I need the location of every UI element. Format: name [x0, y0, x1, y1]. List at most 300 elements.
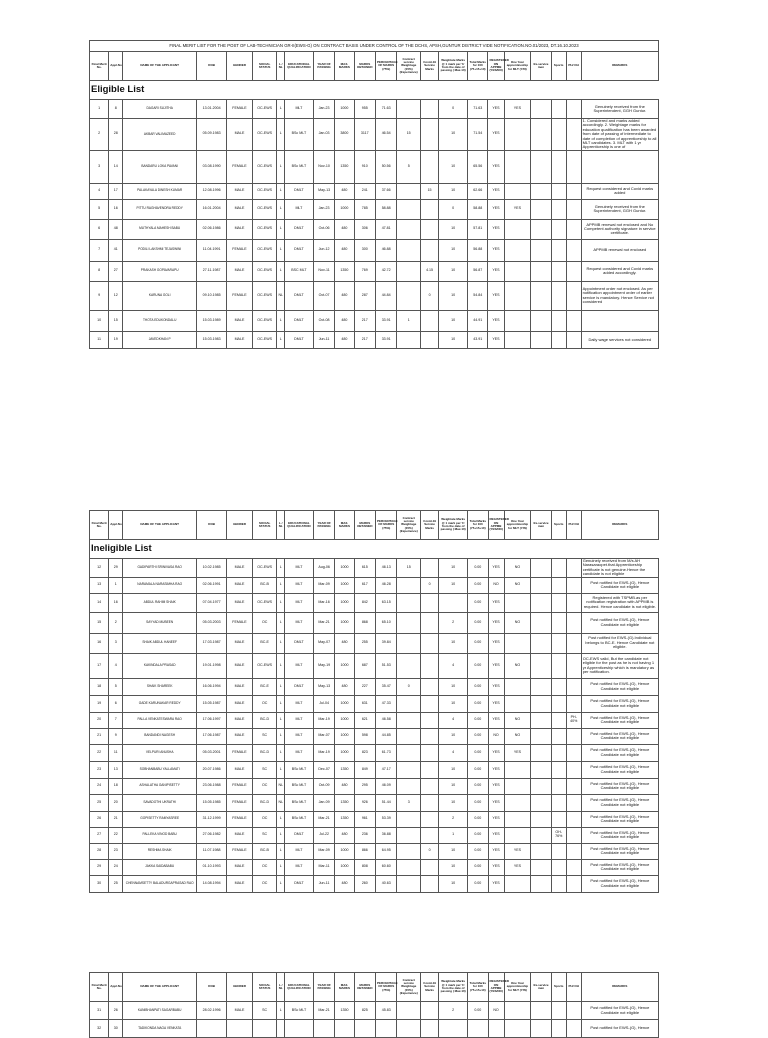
header-local: L / NL	[277, 52, 284, 81]
header-sports: Sports	[551, 511, 566, 540]
cell-ph-oh	[566, 310, 581, 331]
cell-ex-service	[531, 119, 551, 151]
cell-social-status: SC	[252, 761, 277, 778]
header-weightage-marks: Weightate Marks @ 1 mark per Yr from the date of passing ( Max.10)	[439, 511, 468, 540]
cell-local: L	[277, 843, 285, 859]
cell-qualification: DMLT	[284, 239, 313, 261]
cell-merit-no: 23	[90, 761, 109, 778]
cell-applicant-name: THOTA EDUKONDALU	[123, 310, 197, 331]
cell-apprenticeship	[504, 778, 531, 794]
cell-total-marks: 0.00	[468, 875, 488, 892]
cell-merit-no: 13	[90, 577, 109, 593]
cell-covid-marks: 0	[421, 843, 439, 859]
cell-weightage-marks: 10	[439, 859, 468, 875]
cell-merit-no: 18	[90, 678, 109, 695]
cell-ph-oh	[566, 239, 581, 261]
cell-appl-no: 41	[109, 239, 123, 261]
header-covid-marks: Covid-19 Service Marks	[421, 973, 439, 1002]
cell-gender: FEMALE	[227, 150, 253, 183]
cell-remarks: 1. Considered and marks added accordingly. 2. Weightage marks for education qualification has been awarded from date of passing of intermediate to date of completion of apprenticeship to all MLT candidates. 3. MLT with 1 yr Apprenticeship is one of	[581, 119, 658, 151]
cell-qualification: DMLT	[284, 875, 313, 892]
cell-max-marks: 1000	[335, 577, 354, 593]
header-covid-marks: Covid-19 Service Marks	[421, 511, 439, 540]
cell-weightage-marks: 10	[439, 778, 468, 794]
table-row	[90, 695, 659, 712]
cell-max-marks: 1000	[335, 695, 354, 712]
cell-total-marks: 54.84	[468, 281, 488, 310]
cell-marks-obtained: 255	[354, 633, 375, 653]
cell-total-marks: 71.63	[468, 100, 488, 119]
cell-registered-appmb: YES	[488, 843, 504, 859]
cell-dob: 09.10.1985	[197, 281, 227, 310]
cell-remarks: APPMB renewal not enclosed and No Competent authority signature in service certificate.	[581, 219, 658, 239]
cell-total-marks: 0.00	[468, 559, 488, 578]
cell-contract-weightage	[397, 100, 421, 119]
cell-registered-appmb: YES	[488, 678, 504, 695]
cell-merit-no: 2	[90, 119, 109, 151]
table-row	[90, 577, 659, 593]
table-row	[90, 843, 659, 859]
cell-marks-obtained: 866	[354, 843, 375, 859]
cell-contract-weightage	[397, 843, 421, 859]
cell-social-status: OC	[252, 859, 277, 875]
cell-registered-appmb: YES	[488, 150, 504, 183]
cell-qualification: BSc MLT	[284, 794, 313, 811]
table-row	[90, 199, 659, 219]
cell-registered-appmb: YES	[488, 261, 504, 281]
cell-local: L	[277, 593, 285, 612]
cell-social-status: OC-EWS	[252, 653, 277, 678]
cell-covid-marks	[421, 633, 439, 653]
cell-apprenticeship: YES	[504, 859, 531, 875]
cell-percentage: 33.91	[375, 310, 396, 331]
cell-registered-appmb: YES	[488, 859, 504, 875]
cell-remarks: OC-EWS valid, But the candidate not eligible for the post as he is not having 1 yr Apprenticeship which is mandatory as per notification.	[581, 653, 658, 678]
cell-year-of-passing: Oct-07	[313, 281, 334, 310]
cell-gender: FEMALE	[227, 239, 253, 261]
cell-year-of-passing: Jan-03	[313, 119, 334, 151]
cell-marks-obtained: 926	[354, 794, 375, 811]
cell-dob: 27.06.1982	[197, 827, 227, 843]
header-contract-weightage: Contract service Weightage (15%)(Experience)	[397, 973, 421, 1002]
cell-year-of-passing: Oct-09	[313, 778, 334, 794]
cell-qualification: MLT	[284, 744, 313, 761]
header-remarks: REMARKS	[581, 973, 658, 1002]
header-sports: Sports	[551, 973, 566, 1002]
cell-max-marks: 480	[335, 281, 354, 310]
cell-contract-weightage	[397, 827, 421, 843]
cell-appl-no: 21	[109, 811, 123, 827]
cell-ex-service	[531, 633, 551, 653]
cell-sports	[551, 744, 566, 761]
cell-registered-appmb: YES	[488, 633, 504, 653]
cell-ex-service	[531, 653, 551, 678]
header-ex-service: Ex-service men	[531, 973, 551, 1002]
cell-sports: OH-76%	[551, 827, 566, 843]
cell-applicant-name: CHENNAMSETTY BALADURGAPRASAD RAO	[123, 875, 197, 892]
header-registered-appmb: REGISTERED ON APPMB (YES/NO)	[488, 52, 504, 81]
cell-percentage: 50.56	[375, 150, 396, 183]
cell-dob: 11.07.1988	[197, 843, 227, 859]
cell-gender: MALE	[227, 633, 253, 653]
cell-qualification	[284, 1020, 313, 1038]
cell-registered-appmb: YES	[488, 219, 504, 239]
cell-contract-weightage: 15	[397, 119, 421, 151]
cell-registered-appmb: YES	[488, 695, 504, 712]
cell-local: L	[277, 119, 284, 151]
cell-registered-appmb: YES	[488, 331, 504, 348]
cell-percentage: 51.53	[376, 653, 397, 678]
cell-registered-appmb: YES	[488, 281, 504, 310]
cell-registered-appmb	[488, 1020, 504, 1038]
cell-total-marks: 43.91	[468, 331, 488, 348]
cell-appl-no: 2	[109, 612, 123, 633]
cell-registered-appmb: YES	[488, 199, 504, 219]
cell-contract-weightage	[397, 633, 421, 653]
cell-year-of-passing: Oct-06	[313, 219, 334, 239]
cell-marks-obtained: 617	[354, 577, 375, 593]
cell-total-marks: 56.87	[468, 261, 488, 281]
cell-marks-obtained: 769	[354, 261, 375, 281]
cell-year-of-passing: Mar-09	[313, 843, 334, 859]
cell-weightage-marks: 2	[439, 1002, 468, 1020]
header-local: L / NL	[277, 973, 285, 1002]
cell-total-marks: 0.00	[468, 695, 488, 712]
cell-ex-service	[531, 281, 551, 310]
cell-remarks	[581, 310, 658, 331]
cell-max-marks: 1350	[335, 761, 354, 778]
cell-sports	[551, 119, 566, 151]
cell-applicant-name: NARAMALA NARASIMHA RAO	[123, 577, 197, 593]
cell-max-marks: 480	[335, 875, 354, 892]
table-row	[90, 331, 659, 348]
cell-year-of-passing: Jun-11	[313, 331, 334, 348]
cell-remarks: Post notified for EWS-(G), Hence Candidate not eligible	[581, 875, 658, 892]
cell-ph-oh	[566, 827, 581, 843]
header-ex-service: Ex-service men	[531, 52, 551, 81]
cell-weightage-marks: 2	[439, 811, 468, 827]
cell-social-status: OC-EWS	[252, 261, 277, 281]
cell-percentage: 47.33	[376, 695, 397, 712]
cell-applicant-name: PALLA VENKATESWARA RAO	[123, 712, 197, 728]
cell-social-status: BC-D	[252, 794, 277, 811]
cell-covid-marks	[421, 744, 439, 761]
cell-applicant-name: SHAIK ABDUL HANEEF	[123, 633, 197, 653]
cell-appl-no: 17	[109, 183, 123, 199]
cell-sports	[551, 559, 566, 578]
cell-qualification: DMLT	[284, 310, 313, 331]
header-qualification: EDUCATIONAL QUALIFICATION	[284, 973, 313, 1002]
cell-marks-obtained: 842	[354, 593, 375, 612]
cell-sports	[551, 843, 566, 859]
cell-dob: 05.03.2003	[197, 612, 227, 633]
header-percentage: PERCENTAGE OF MARKS (75%)	[375, 52, 396, 81]
cell-covid-marks	[421, 728, 439, 744]
continuation-table	[89, 972, 659, 1038]
cell-apprenticeship: YES	[504, 199, 531, 219]
cell-year-of-passing: Mar-19	[313, 712, 334, 728]
cell-contract-weightage	[397, 261, 421, 281]
cell-merit-no: 6	[90, 219, 109, 239]
header-gender: GENDER	[227, 973, 253, 1002]
table-row	[90, 827, 659, 843]
header-marks-obtained: MARKS OBTAINED	[354, 973, 375, 1002]
cell-apprenticeship	[504, 1020, 531, 1038]
cell-max-marks: 1000	[335, 843, 354, 859]
header-local: L / NL	[277, 511, 285, 540]
cell-remarks	[581, 150, 658, 183]
cell-percentage: 44.84	[375, 281, 396, 310]
cell-contract-weightage	[397, 712, 421, 728]
cell-ph-oh	[566, 811, 581, 827]
cell-percentage: 37.66	[375, 183, 396, 199]
cell-covid-marks	[421, 559, 439, 578]
cell-merit-no: 4	[90, 183, 109, 199]
cell-covid-marks	[420, 100, 438, 119]
cell-ph-oh	[566, 281, 581, 310]
cell-applicant-name: AKBAR VALIMAZEED	[123, 119, 197, 151]
cell-apprenticeship	[504, 678, 531, 695]
cell-applicant-name: GOPISETTY RAMYASREE	[123, 811, 197, 827]
cell-max-marks: 480	[335, 331, 354, 348]
cell-social-status: OC-EWS	[252, 559, 277, 578]
cell-year-of-passing: Jan-23	[313, 100, 334, 119]
cell-apprenticeship	[504, 695, 531, 712]
table-row	[90, 559, 659, 578]
header-social-status: SOCIAL STATUS	[252, 52, 277, 81]
cell-social-status: SC	[252, 1002, 277, 1020]
cell-gender	[227, 1020, 253, 1038]
cell-sports	[551, 695, 566, 712]
cell-qualification: MLT	[284, 100, 313, 119]
cell-year-of-passing: Mar-21	[313, 1002, 334, 1020]
cell-qualification: DMLT	[284, 678, 313, 695]
cell-ex-service	[531, 827, 551, 843]
cell-local: L	[277, 859, 285, 875]
cell-weightage-marks: 10	[439, 281, 468, 310]
cell-marks-obtained: 300	[354, 239, 375, 261]
cell-dob: 17.06.1987	[197, 728, 227, 744]
cell-local: L	[277, 811, 285, 827]
header-percentage: PERCENTAGE OF MARKS (75%)	[376, 511, 397, 540]
cell-percentage: 40.63	[376, 875, 397, 892]
header-weightage-marks: Weightate Marks @ 1 mark per Yr from the date of passing ( Max.10)	[439, 973, 468, 1002]
cell-local: L	[277, 199, 284, 219]
cell-apprenticeship	[504, 119, 531, 151]
cell-remarks: Post notified for EWS-(G), Hence Candidate not eligible	[581, 1002, 658, 1020]
cell-year-of-passing: Jun-11	[313, 875, 334, 892]
cell-year-of-passing: Jan-09	[313, 794, 334, 811]
cell-gender: MALE	[227, 559, 253, 578]
cell-ph-oh	[566, 119, 581, 151]
cell-apprenticeship: YES	[504, 100, 531, 119]
cell-ex-service	[531, 150, 551, 183]
table-row	[90, 761, 659, 778]
cell-gender: FEMALE	[227, 612, 253, 633]
header-applicant-name: NAME OF THE APPLICANT	[123, 973, 197, 1002]
cell-gender: MALE	[227, 593, 253, 612]
cell-gender: MALE	[227, 119, 253, 151]
cell-appl-no: 23	[109, 843, 123, 859]
cell-social-status: OC-EWS	[252, 100, 277, 119]
cell-contract-weightage	[397, 778, 421, 794]
cell-ex-service	[531, 778, 551, 794]
header-social-status: SOCIAL STATUS	[252, 973, 277, 1002]
cell-year-of-passing: Nov-10	[313, 150, 334, 183]
cell-percentage: 46.54	[375, 119, 396, 151]
cell-appl-no: 3	[109, 633, 123, 653]
cell-remarks: Post notified for EWS-(G), Hence Candidate not eligible	[581, 577, 658, 593]
table-row	[90, 728, 659, 744]
cell-contract-weightage: 0	[397, 678, 421, 695]
cell-applicant-name: PALLEKA VINOD BABU	[123, 827, 197, 843]
cell-ex-service	[531, 577, 551, 593]
cell-registered-appmb: YES	[488, 875, 504, 892]
cell-dob: 15.03.1983	[197, 331, 227, 348]
cell-dob: 17.06.1997	[197, 712, 227, 728]
cell-contract-weightage	[397, 728, 421, 744]
cell-sports	[551, 712, 566, 728]
cell-merit-no: 11	[90, 331, 109, 348]
cell-covid-marks	[420, 119, 438, 151]
cell-registered-appmb: YES	[488, 761, 504, 778]
cell-sports	[551, 331, 566, 348]
header-applicant-name: NAME OF THE APPLICANT	[123, 52, 197, 81]
cell-remarks: Genuinely received from the Superintendent, GGH Guntur.	[581, 100, 658, 119]
cell-covid-marks	[421, 593, 439, 612]
cell-registered-appmb: YES	[488, 811, 504, 827]
cell-total-marks: 58.88	[468, 199, 488, 219]
cell-gender: FEMALE	[227, 778, 253, 794]
cell-ph-oh	[566, 859, 581, 875]
cell-dob: 15.03.1989	[197, 310, 227, 331]
cell-gender: FEMALE	[227, 744, 253, 761]
cell-sports	[551, 794, 566, 811]
cell-social-status: BC-E	[252, 678, 277, 695]
cell-marks-obtained: 955	[354, 100, 375, 119]
cell-qualification: MLT	[284, 593, 313, 612]
cell-ph-oh	[566, 612, 581, 633]
cell-year-of-passing: Mar-09	[313, 577, 334, 593]
cell-percentage: 47.81	[375, 219, 396, 239]
cell-appl-no: 5	[109, 678, 123, 695]
cell-dob: 13.01.2004	[197, 100, 227, 119]
cell-max-marks: 1000	[335, 593, 354, 612]
cell-max-marks: 480	[335, 633, 354, 653]
table-row	[90, 239, 659, 261]
cell-remarks: Post notified for EWS-(G), Hence Candidate not eligible	[581, 744, 658, 761]
header-dob: DOB	[197, 511, 227, 540]
cell-local: L	[277, 695, 285, 712]
cell-gender: MALE	[227, 728, 253, 744]
cell-dob: 02.06.1991	[197, 577, 227, 593]
cell-qualification: MLT	[284, 695, 313, 712]
cell-contract-weightage	[397, 811, 421, 827]
table-row	[90, 261, 659, 281]
cell-dob: 31.12.1999	[197, 811, 227, 827]
cell-percentage: 39.84	[376, 633, 397, 653]
cell-contract-weightage	[397, 239, 421, 261]
cell-ex-service	[531, 695, 551, 712]
cell-appl-no: 15	[109, 310, 123, 331]
table-row	[90, 653, 659, 678]
cell-covid-marks	[421, 875, 439, 892]
cell-qualification: DMLT	[284, 633, 313, 653]
header-marks-obtained: MARKS OBTAINED	[354, 511, 375, 540]
cell-merit-no: 21	[90, 728, 109, 744]
cell-merit-no: 29	[90, 859, 109, 875]
table-row	[90, 183, 659, 199]
cell-social-status: BC-B	[252, 843, 277, 859]
cell-weightage-marks: 10	[439, 119, 468, 151]
cell-max-marks: 1000	[335, 712, 354, 728]
cell-year-of-passing: Jun-12	[313, 239, 334, 261]
cell-year-of-passing: Jan-23	[313, 199, 334, 219]
cell-ph-oh	[566, 593, 581, 612]
header-total-marks: Total Marks for 100 (75+15+10)	[468, 973, 488, 1002]
cell-local: L	[277, 744, 285, 761]
cell-contract-weightage	[397, 1020, 421, 1038]
cell-registered-appmb: YES	[488, 744, 504, 761]
cell-dob: 23.06.1988	[197, 778, 227, 794]
cell-total-marks	[468, 1020, 488, 1038]
cell-covid-marks	[420, 331, 438, 348]
section-heading: Eligible List	[90, 81, 659, 100]
cell-appl-no: 6	[109, 695, 123, 712]
cell-sports	[551, 875, 566, 892]
cell-social-status: OC-EWS	[252, 331, 277, 348]
header-social-status: SOCIAL STATUS	[252, 511, 277, 540]
cell-gender: MALE	[227, 653, 253, 678]
cell-apprenticeship	[504, 794, 531, 811]
cell-local: NL	[277, 778, 285, 794]
table-row	[90, 778, 659, 794]
cell-qualification: DMLT	[284, 183, 313, 199]
header-remarks: REMARKS	[581, 52, 658, 81]
cell-qualification: MLT	[284, 728, 313, 744]
cell-weightage-marks: 10	[439, 183, 468, 199]
table-row	[90, 678, 659, 695]
cell-ph-oh	[566, 577, 581, 593]
cell-covid-marks	[421, 712, 439, 728]
header-total-marks: Total Marks for 100 (75+15+10)	[468, 511, 488, 540]
cell-appl-no: 1	[109, 577, 123, 593]
cell-applicant-name: KARUNA GOLI	[123, 281, 197, 310]
cell-covid-marks	[421, 612, 439, 633]
cell-merit-no: 12	[90, 559, 109, 578]
cell-weightage-marks: 0	[439, 100, 468, 119]
cell-marks-obtained: 287	[354, 281, 375, 310]
cell-apprenticeship: NO	[504, 559, 531, 578]
cell-ex-service	[531, 744, 551, 761]
cell-ph-oh	[566, 199, 581, 219]
cell-ex-service	[531, 1020, 551, 1038]
cell-social-status: OC	[252, 778, 277, 794]
cell-covid-marks: 15	[420, 183, 438, 199]
cell-total-marks: 0.00	[468, 633, 488, 653]
cell-ph-oh	[566, 794, 581, 811]
cell-remarks: Post notified for EWS-(G), Hence Candidate not eligible	[581, 695, 658, 712]
cell-max-marks: 1000	[335, 744, 354, 761]
cell-applicant-name: PITTU RAGHAVENDRA REDDY	[123, 199, 197, 219]
cell-apprenticeship	[504, 219, 531, 239]
cell-weightage-marks: 10	[439, 794, 468, 811]
cell-appl-no: 18	[109, 778, 123, 794]
cell-year-of-passing: Mar-16	[313, 593, 334, 612]
header-ph-oh: PH/ OH	[566, 511, 581, 540]
cell-apprenticeship	[504, 310, 531, 331]
cell-year-of-passing	[313, 1020, 334, 1038]
